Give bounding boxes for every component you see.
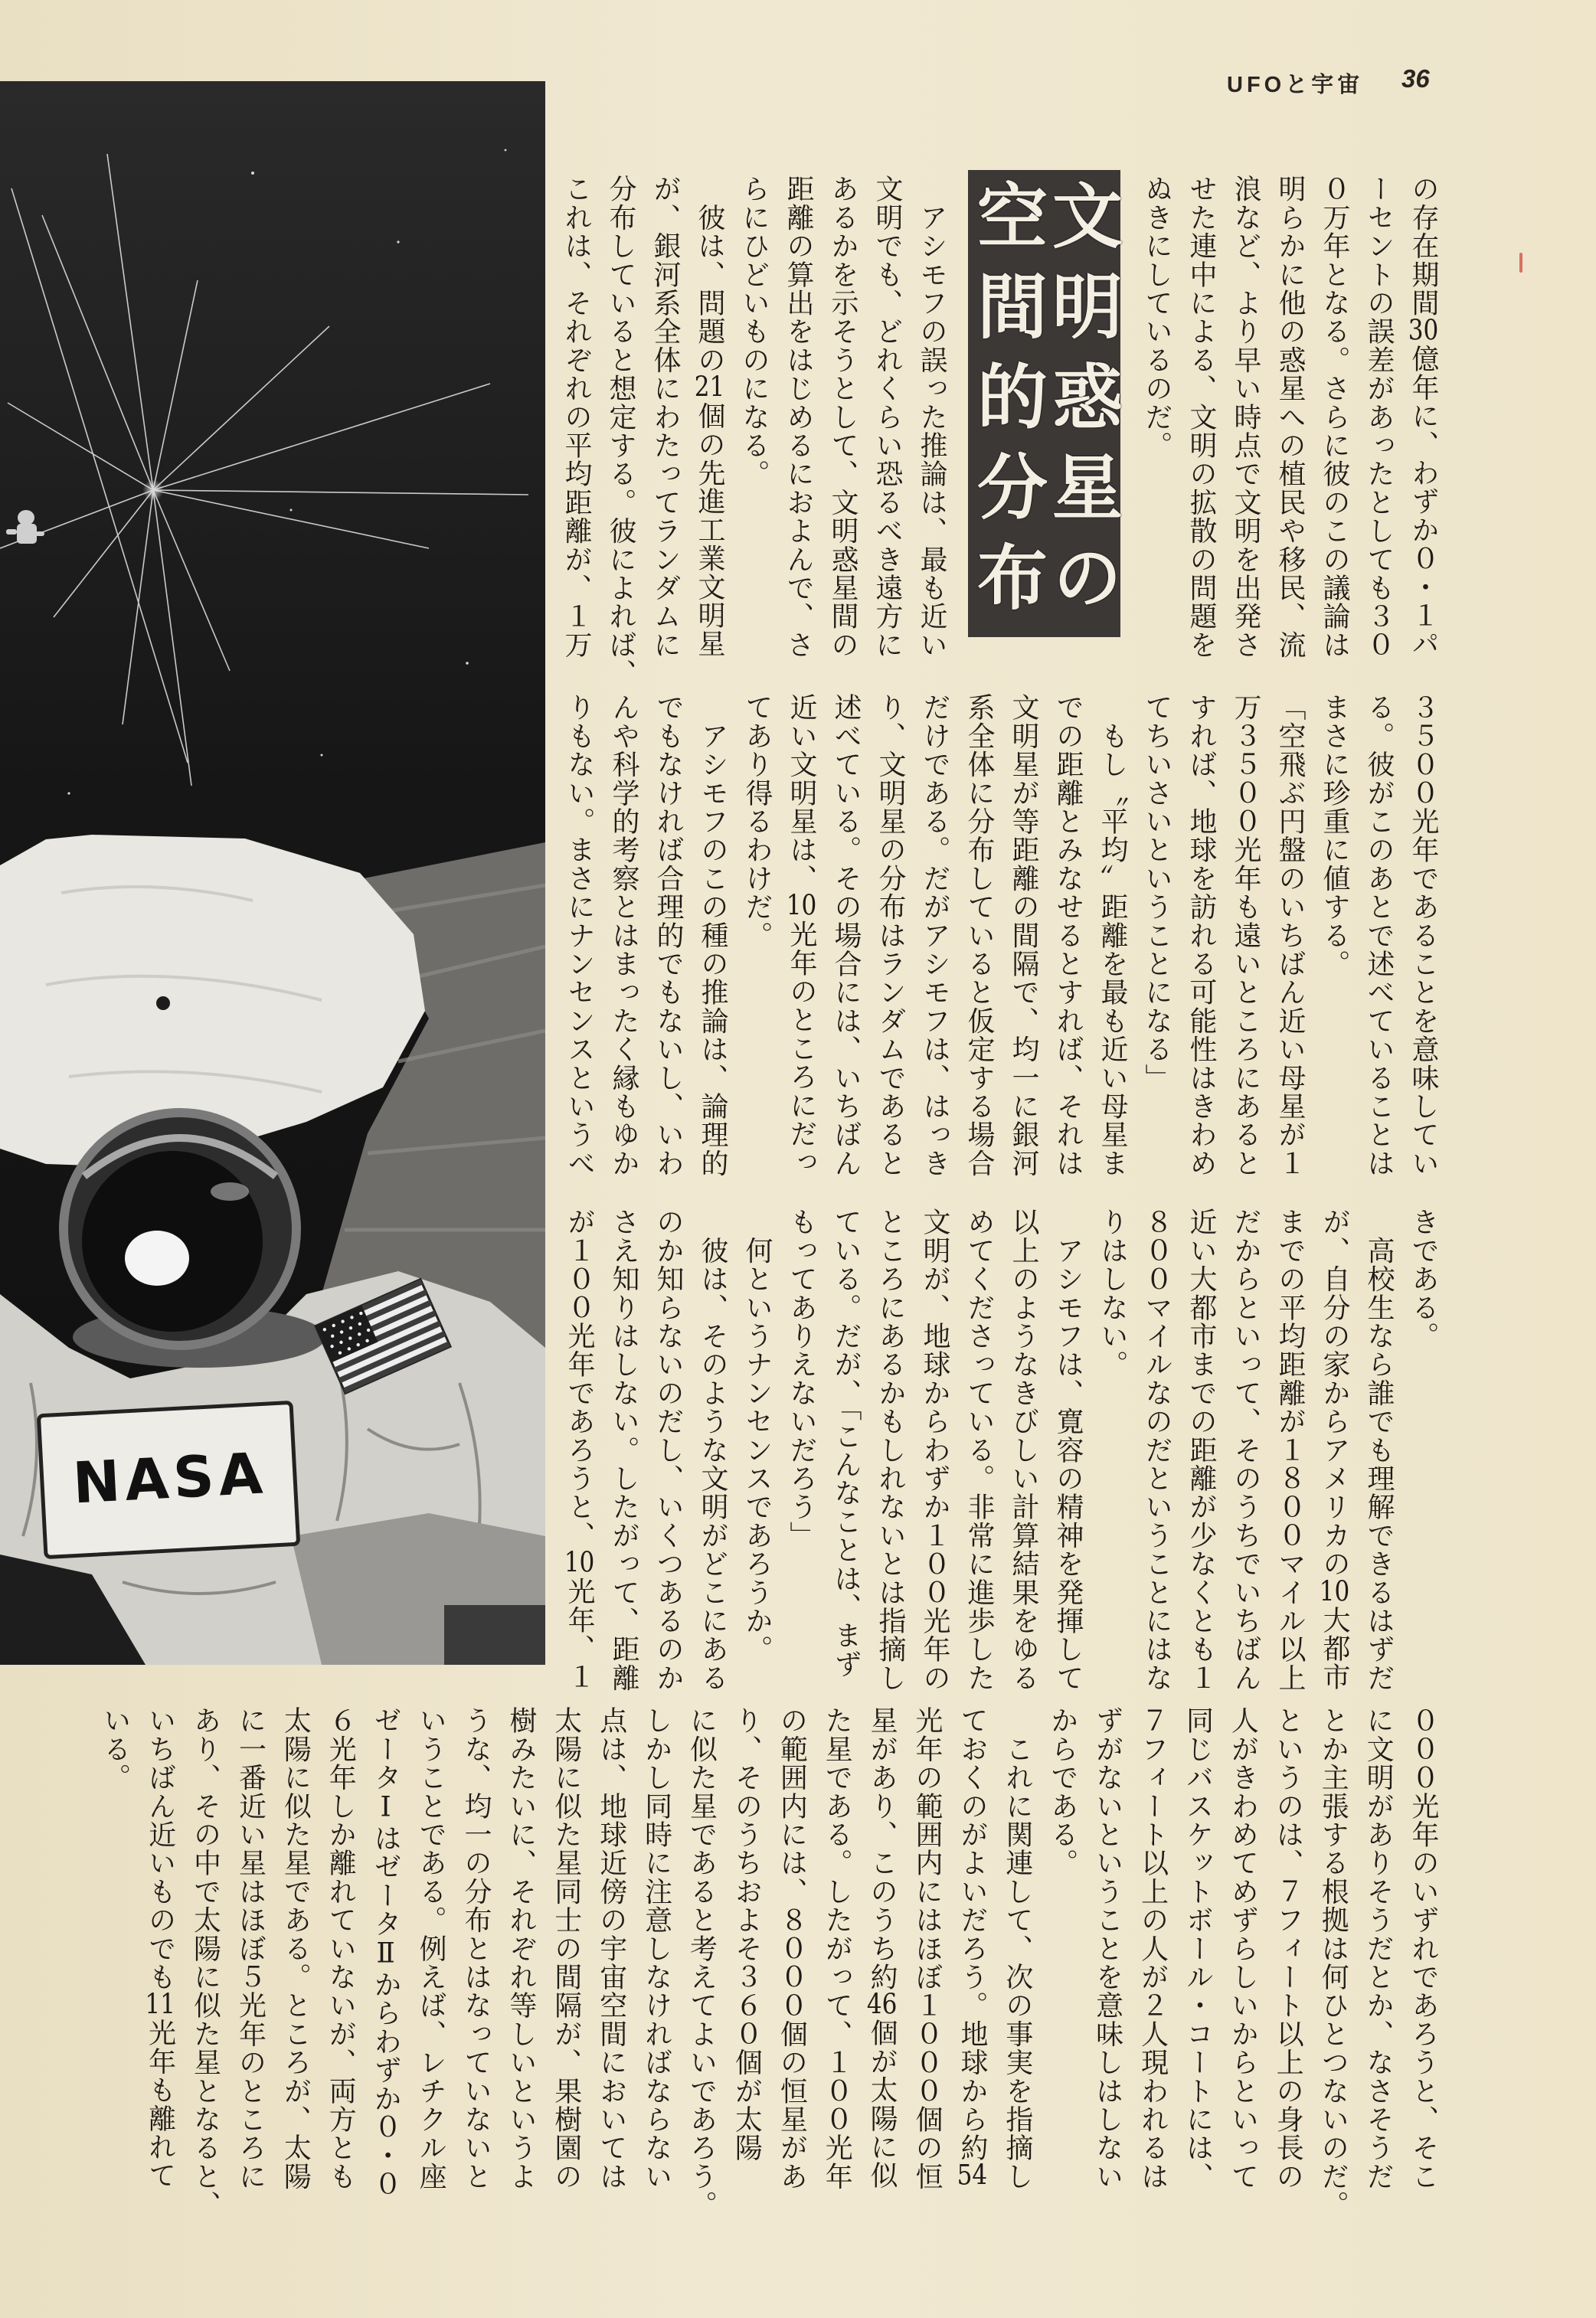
- text-column: 以上のようなきびしい計算結果をゆる: [1008, 1208, 1039, 1692]
- text-column: らにひどいものになる。: [738, 175, 770, 489]
- text-column: アシモフの誤った推論は、最も近い: [916, 175, 947, 659]
- text-column: ーセントの誤差があったとしても３０: [1363, 175, 1395, 659]
- nasa-logo: NASA: [70, 1440, 269, 1517]
- text-column: ８００マイルなのだということにはな: [1141, 1208, 1172, 1692]
- text-column: 明らかに他の惑星への植民や移民、流: [1274, 175, 1306, 659]
- text-column: んや科学的考察とはまったく縁もゆか: [608, 693, 639, 1178]
- text-column: 「空飛ぶ円盤のいちばん近い母星が１: [1274, 693, 1306, 1178]
- text-column: 分布していると想定する。彼によれば、: [605, 175, 636, 688]
- article-title: [966, 170, 1123, 637]
- text-column: 太陽に似た星である。ところが、太陽: [280, 1706, 312, 2191]
- text-block-tier-4: [92, 1706, 1445, 2227]
- text-block-tier-2: [557, 693, 1445, 1214]
- text-column: が、自分の家からアメリカの10大都市: [1319, 1208, 1350, 1692]
- page-number: 36: [1401, 64, 1430, 93]
- text-column: 点は、地球近傍の宇宙空間においては: [595, 1706, 627, 2191]
- text-column: 何というナンセンスであろうか。: [741, 1208, 773, 1664]
- text-column: 太陽に似た星同士の間隔が、果樹園の: [550, 1706, 582, 2191]
- text-column: これは、それぞれの平均距離が、１万: [561, 175, 592, 659]
- text-column: に似た星であると考えてよいであろう。: [685, 1706, 718, 2219]
- text-column: での距離とみなせるとすれば、それは: [1052, 693, 1084, 1178]
- text-column: というのは、７フィート以上の身長の: [1272, 1706, 1304, 2191]
- text-column: いる。: [99, 1706, 131, 1792]
- text-column: 彼は、そのような文明がどこにある: [697, 1208, 728, 1692]
- text-column: の存在期間30億年に、わずか０・１パ: [1408, 175, 1439, 659]
- text-column: 彼は、問題の21個の先進工業文明星: [694, 175, 725, 659]
- text-column: が、銀河系全体にわたってランダムに: [649, 175, 681, 659]
- text-column: もってありえないだろう」: [786, 1208, 817, 1550]
- text-column: ０００光年のいずれであろうと、そこ: [1408, 1706, 1439, 2191]
- text-column: ３５００光年であることを意味してい: [1408, 693, 1439, 1178]
- text-column: 樹みたいに、それぞれ等しいというよ: [505, 1706, 537, 2191]
- text-column: 浪など、より早い時点で文明を出発さ: [1230, 175, 1261, 659]
- text-column: 距離の算出をはじめるにおよんで、さ: [783, 175, 814, 659]
- text-column: 近い文明星は、10光年のところにだっ: [786, 693, 817, 1177]
- text-column: せた連中による、文明の拡散の問題を: [1186, 175, 1217, 659]
- text-column: 星があり、このうち約46個が太陽に似: [866, 1706, 898, 2190]
- text-column: ７フィート以上の人が２人現われるは: [1136, 1706, 1169, 2191]
- text-column: しかし同時に注意しなければならない: [640, 1706, 672, 2191]
- text-column: あるかを示そうとして、文明惑星間の: [827, 175, 859, 659]
- text-column: さえ知りはしない。したがって、距離: [608, 1208, 639, 1692]
- text-column: いちばん近いものでも11光年も離れて: [144, 1706, 176, 2190]
- text-column: 同じバスケットボール・コートには、: [1182, 1706, 1214, 2191]
- text-column: が１００光年であろうと、10光年、１: [564, 1208, 595, 1692]
- text-column: きである。: [1408, 1208, 1439, 1350]
- text-column: あり、その中で太陽に似た星となると、: [189, 1706, 221, 2219]
- text-column: ぬきにしているのだ。: [1141, 175, 1172, 459]
- text-column: 文明が、地球からわずか１００光年の: [919, 1208, 950, 1692]
- section-name: UFOと宇宙: [1227, 73, 1364, 97]
- title-line-1: 文明惑星の: [1041, 179, 1123, 631]
- text-column: までの平均距離が１８００マイル以上: [1274, 1208, 1306, 1692]
- text-column: まさに珍重に値する。: [1319, 693, 1350, 978]
- text-column: これに関連して、次の事実を指摘し: [1001, 1706, 1033, 2191]
- text-column: ところにあるかもしれないとは指摘し: [875, 1208, 906, 1692]
- text-column: からである。: [1046, 1706, 1078, 1878]
- text-column: り、文明星の分布はランダムであると: [875, 693, 906, 1178]
- text-column: 文明星が等距離の間隔で、均一に銀河: [1008, 693, 1039, 1178]
- text-column: ておくのがよいだろう。地球から約54: [956, 1706, 988, 2190]
- text-column: ている。だが、「こんなことは、まず: [830, 1208, 862, 1679]
- text-block-tier-1-right: [1134, 175, 1445, 695]
- text-column: 文明でも、どれくらい恐るべき遠方に: [872, 175, 903, 659]
- text-column: 高校生なら誰でも理解できるはずだ: [1363, 1208, 1395, 1692]
- article-title-text: [966, 179, 1123, 639]
- text-column: りもない。まさにナンセンスというべ: [564, 693, 595, 1178]
- text-column: てあり得るわけだ。: [741, 693, 773, 950]
- text-column: ずがないということを意味しはしない: [1091, 1706, 1123, 2191]
- text-column: に文明がありそうだとか、なさそうだ: [1362, 1706, 1395, 2191]
- text-column: とか主張する根拠は何ひとつないのだ。: [1317, 1706, 1349, 2219]
- astronaut-photo: [0, 81, 545, 1665]
- text-column: 述べている。その場合には、いちばん: [830, 693, 862, 1178]
- title-line-2: 空間的分布: [966, 179, 1048, 631]
- text-column: 系全体に分布していると仮定する場合: [963, 693, 995, 1178]
- text-column: すれば、地球を訪れる可能性はきわめ: [1186, 693, 1217, 1178]
- text-column: ゼータⅠはゼータⅡからわずか０・０: [370, 1706, 402, 2199]
- text-column: もし〝平均〟距離を最も近い母星ま: [1097, 693, 1128, 1178]
- text-column: いうことである。例えば、レチクル座: [415, 1706, 447, 2191]
- text-block-tier-3: [557, 1208, 1445, 1728]
- text-column: アシモフのこの種の推論は、論理的: [697, 693, 728, 1178]
- text-column: 近い大都市までの距離が少なくとも１: [1186, 1208, 1217, 1692]
- text-column: の範囲内には、８０００個の恒星があ: [776, 1706, 808, 2191]
- text-column: のか知らないのだし、いくつあるのか: [652, 1208, 684, 1692]
- text-column: てちいさいということになる」: [1141, 693, 1172, 1092]
- text-block-tier-1-left: [554, 175, 953, 695]
- text-column: た星である。したがって、１００光年: [821, 1706, 853, 2191]
- text-column: りはしない。: [1097, 1208, 1128, 1379]
- text-column: だからといって、そのうちでいちばん: [1230, 1208, 1261, 1692]
- text-column: 人がきわめてめずらしいからといって: [1227, 1706, 1259, 2191]
- text-column: だけである。だがアシモフは、はっき: [919, 693, 950, 1178]
- chest-pack: [38, 1402, 298, 1557]
- running-header: [1218, 63, 1447, 98]
- text-column: 万３５００光年も遠いところにあると: [1230, 693, 1261, 1178]
- text-column: めてくださっている。非常に進歩した: [963, 1208, 995, 1692]
- text-column: 光年の範囲内にはほぼ１０００個の恒: [911, 1706, 944, 2191]
- text-column: でもなければ合理的でもないし、いわ: [652, 693, 684, 1178]
- text-column: り、そのうちおよそ３６０個が太陽: [731, 1706, 763, 2163]
- astronaut-photo-art: [0, 81, 545, 1665]
- text-column: ６光年しか離れていないが、両方とも: [325, 1706, 357, 2191]
- text-column: る。彼がこのあとで述べていることは: [1363, 693, 1395, 1178]
- text-column: うな、均一の分布とはなっていないと: [460, 1706, 492, 2191]
- astronaut-helmet: [64, 1113, 296, 1345]
- text-column: ０万年となる。さらに彼のこの議論は: [1319, 175, 1350, 659]
- margin-mark: [1519, 253, 1522, 273]
- text-column: アシモフは、寛容の精神を発揮して: [1052, 1208, 1084, 1692]
- text-column: に一番近い星はほぼ５光年のところに: [234, 1706, 267, 2191]
